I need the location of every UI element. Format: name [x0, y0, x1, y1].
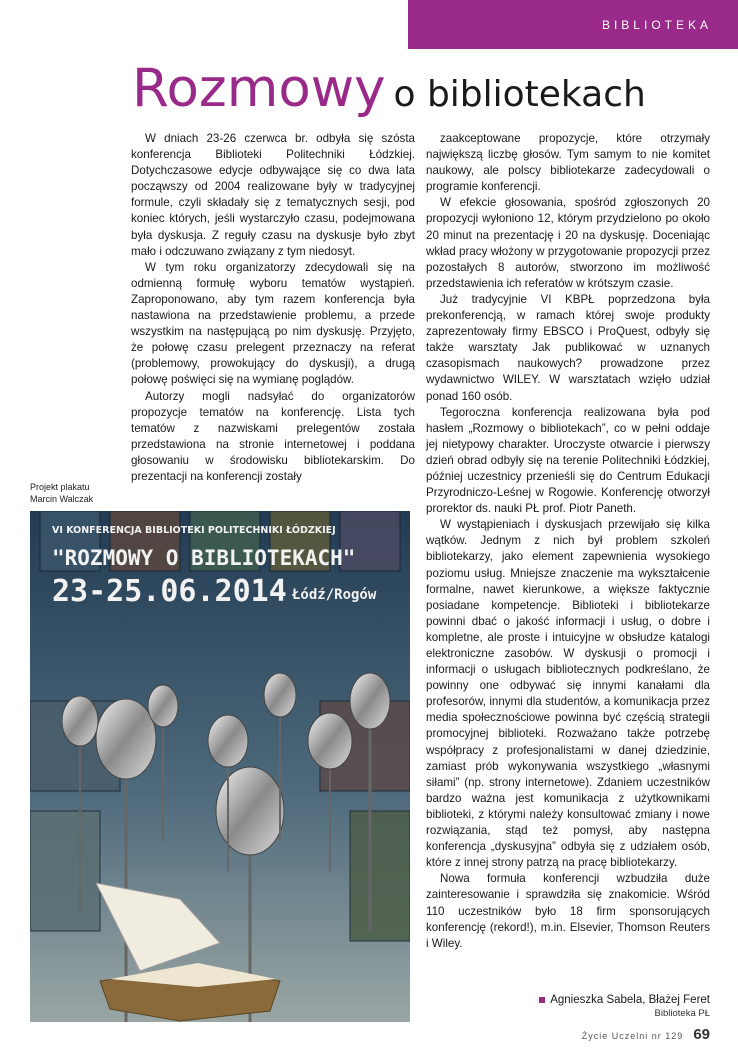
poster-line1: VI KONFERENCJA BIBLIOTEKI POLITECHNIKI ŁÓDZKIEJ [52, 525, 336, 536]
article-column-right [426, 131, 710, 952]
affiliation: Biblioteka PŁ [654, 1008, 710, 1019]
title-main: Rozmowy [132, 58, 386, 119]
credit-line: Projekt plakatu [30, 482, 90, 492]
article-title [132, 58, 646, 119]
section-tab [408, 0, 738, 49]
article-column-left [131, 131, 415, 485]
title-rest: o bibliotekach [393, 74, 646, 115]
section-label: BIBLIOTEKA [601, 17, 712, 32]
magazine-name: Życie Uczelni nr 129 [581, 1031, 684, 1041]
credit-author: Marcin Walczak [30, 494, 94, 504]
paragraph: W efekcie głosowania, spośród zgłoszonych 20 propozycji wyłoniono 12, którym przydzielono po około 20 minut na prezentację i 20 na dyskusję. Doceniając wkład pracy włożony w przygotowanie propozycji przez pozostałych 8 autorów, stworzono im możliwość przedstawienia ich referatów w krótszym czasie. [426, 196, 710, 290]
authors-text: Agnieszka Sabela, Błażej Feret [550, 994, 710, 1006]
page-footer [582, 1026, 710, 1043]
poster-line2: "ROZMOWY O BIBLIOTEKACH" [52, 546, 356, 570]
paragraph: W tym roku organizatorzy zdecydowali się na odmienną formułę wyboru tematów wystąpień. Zaproponowano, aby tym razem konferencja była nastawiona na przedstawienie problemu, a przede wszystkim na następującą po nim dyskusję. Przyjęto, że połowę czasu prelegent przeznaczy na referat (problemowy, prowokujący do dyskusji), a drugą połowę poświęci się na wymianę poglądów. [131, 260, 415, 387]
paragraph: W dniach 23-26 czerwca br. odbyła się szósta konferencja Biblioteki Politechniki Łódzkiej. Dotychczasowe edycje odbywające się co dwa lata począwszy od 2004 realizowane były w tradycyjnej formule, czyli składały się z tematycznych sesji, pod koniec których, jeśli wystarczyło czasu, podejmowana była dyskusja. Z reguły czasu na dyskusje było zbyt mało i odczuwano związany z tym niedosyt. [131, 132, 415, 258]
page-number: 69 [693, 1026, 710, 1043]
paragraph: Autorzy mogli nadsyłać do organizatorów propozycje tematów na konferencję. Lista tych tematów z nazwiskami prelegentów została przedstawiona na stronie internetowej i poddana głosowaniu w środowisku bibliotekarskim. Do prezentacji na konferencji zostały [131, 389, 415, 483]
paragraph: Już tradycyjnie VI KBPŁ poprzedzona była prekonferencją, w ramach której swoje produkty zaprezentowały firmy EBSCO i ProQuest, odbyły się także warsztaty Jak publikować w uznanych czasopismach naukowych? prowadzone przez wydawnictwo WILEY. W warsztatach wzięło udział ponad 160 osób. [426, 292, 710, 403]
authors [539, 994, 710, 1006]
conference-poster [30, 511, 410, 1022]
paragraph: zaakceptowane propozycje, które otrzymały największą liczbę głosów. Tym samym to nie komitet naukowy, ale polscy bibliotekarze zadecydowali o programie konferencji. [426, 132, 710, 194]
poster-line4: Łódź/Rogów [292, 587, 377, 603]
byline-bullet-icon [539, 997, 545, 1003]
paragraph: Nowa formuła konferencji wzbudziła duże zainteresowanie i sprawdziła się znakomicie. Wśród 110 uczestników było 18 firm sponsorujących konferencję (rekord!), m.in. Elsevier, Thomson Reuters i Wiley. [426, 872, 710, 950]
poster-credit [30, 481, 93, 505]
paragraph: W wystąpieniach i dyskusjach przewijało się kilka wątków. Jednym z nich był problem szkoleń bibliotekarzy, jako element zapewnienia wysokiego poziomu usług. Mniejsze znaczenie ma wykształcenie formalne, nawet kierunkowe, a większe faktycznie posiadane kompetencje. Biblioteki i bibliotekarze powinni dbać o jakość informacji i usług, o dobre i kompletne, ale proste i intuicyjne w obsłudze katalogi elektroniczne zasobów. W dyskusji o promocji i informacji o usługach bibliotecznych podkreślano, że powinny one odbywać się innymi kanałami dla profesorów, innymi dla studentów, a komunikacja przez media społecznościowe powinna być częścią strategii promocyjnej biblioteki. Rozważano także potrzebę współpracy z profesjonalistami w danej dziedzinie, zamiast prób wykonywania wszystkiego „własnymi siłami” (np. strony internetowe). Zdaniem uczestników bardzo ważna jest komunikacja z użytkownikami biblioteki, z którymi należy konsultować zmiany i nowe rozwiązania, stąd też pomysł, aby następna konferencja „dyskusyjna” odbyła się z udziałem osób, które z innej strony patrzą na pracę bibliotekarzy. [426, 518, 710, 870]
poster-line3: 23-25.06.2014 [52, 574, 287, 609]
byline [539, 994, 710, 1019]
paragraph: Tegoroczna konferencja realizowana była pod hasłem „Rozmowy o bibliotekach”, co w pełni oddaje jej nietypowy charakter. Uroczyste otwarcie i pierwszy dzień obrad odbyły się na terenie Politechniki Łódzkiej, później uczestnicy przenieśli się do Centrum Edukacji Przyrodniczo-Leśnej w Rogowie. Konferencję otworzył prorektor ds. nauki PŁ prof. Piotr Paneth. [426, 405, 710, 516]
